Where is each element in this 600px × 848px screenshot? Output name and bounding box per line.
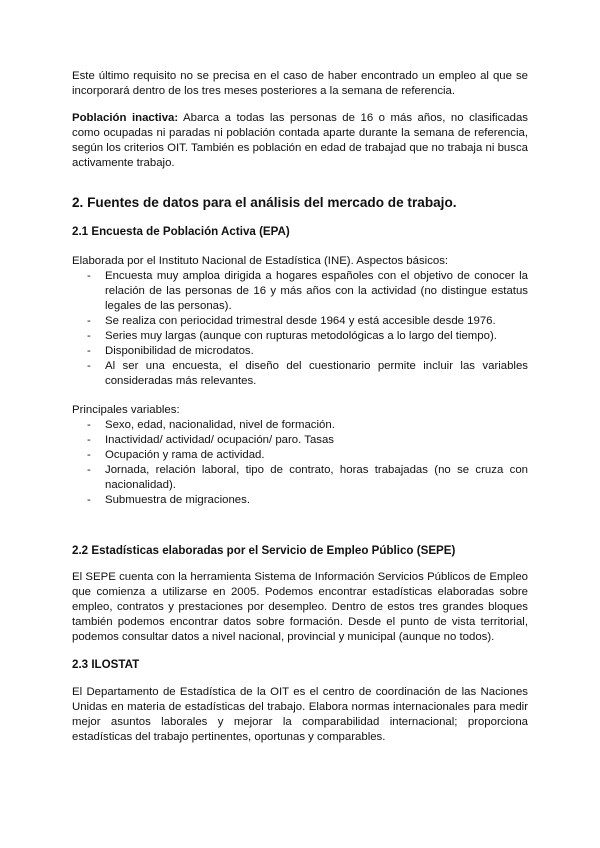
list-item: - Jornada, relación laboral, tipo de contrato, horas trabajadas (no se cruza con nacionalidad). bbox=[87, 463, 528, 493]
list-item: - Se realiza con periocidad trimestral desde 1964 y está accesible desde 1976. bbox=[87, 314, 528, 329]
list-item: - Submuestra de migraciones. bbox=[87, 493, 528, 508]
subsection-heading-epa: 2.1 Encuesta de Población Activa (EPA) bbox=[72, 225, 290, 238]
list-item: - Series muy largas (aunque con rupturas metodológicas a lo largo del tiempo). bbox=[87, 329, 528, 344]
paragraph-poblacion-inactiva bbox=[72, 111, 528, 171]
list-item: - Sexo, edad, nacionalidad, nivel de formación. bbox=[87, 418, 528, 433]
list-item: - Disponibilidad de microdatos. bbox=[87, 344, 528, 359]
list-item: - Al ser una encuesta, el diseño del cuestionario permite incluir las variables consideradas más relevantes. bbox=[87, 359, 528, 389]
subsection-heading-ilostat: 2.3 ILOSTAT bbox=[72, 658, 140, 671]
epa-variables-intro: Principales variables: bbox=[72, 404, 180, 416]
epa-aspects-list bbox=[72, 269, 528, 389]
paragraph-requisito: Este último requisito no se precisa en el caso de haber encontrado un empleo al que se incorporará dentro de los tres meses posteriores a la semana de referencia. bbox=[72, 70, 528, 97]
sepe-paragraph: El SEPE cuenta con la herramienta Sistema de Información Servicios Públicos de Empleo que comienza a utilizarse en 2005. Podemos encontrar estadísticas elaboradas sobre empleo, contratos y prestaciones por desempleo. Dentro de estos tres grandes bloques también podemos encontrar datos sobre formación. Desde el punto de vista territorial, podemos consultar datos a nivel nacional, provincial y municipal (aunque no todos). bbox=[72, 571, 528, 643]
list-item: - Ocupación y rama de actividad. bbox=[87, 448, 528, 463]
subsection-heading-sepe: 2.2 Estadísticas elaboradas por el Servicio de Empleo Público (SEPE) bbox=[72, 544, 456, 557]
definition-poblacion-inactiva: Abarca a todas las personas de 16 o más años, no clasificadas como ocupadas ni paradas ni población contada aparte durante la semana de referencia, según los criterios OIT. También es población en edad de trabajad que no trabaja ni busca activamente trabajo. bbox=[72, 112, 528, 169]
ilostat-paragraph: El Departamento de Estadística de la OIT es el centro de coordinación de las Naciones Unidas en materia de estadísticas del trabajo. Elabora normas internacionales para medir mejor asuntos laborales y mejorar la comparabilidad internacional; proporciona estadísticas del trabajo pertinentes, oportunas y comparables. bbox=[72, 686, 528, 743]
page-content bbox=[72, 69, 528, 745]
list-item: - Inactividad/ actividad/ ocupación/ paro. Tasas bbox=[87, 433, 528, 448]
epa-variables-list bbox=[72, 418, 528, 508]
section-heading: 2. Fuentes de datos para el análisis del mercado de trabajo. bbox=[72, 195, 457, 210]
epa-intro: Elaborada por el Instituto Nacional de Estadística (INE). Aspectos básicos: bbox=[72, 255, 449, 267]
list-item: - Encuesta muy amploa dirigida a hogares españoles con el objetivo de conocer la relación de las personas de 16 y más años con la actividad (no distingue estatus legales de las personas). bbox=[87, 269, 528, 314]
term-poblacion-inactiva: Población inactiva: bbox=[72, 112, 179, 124]
